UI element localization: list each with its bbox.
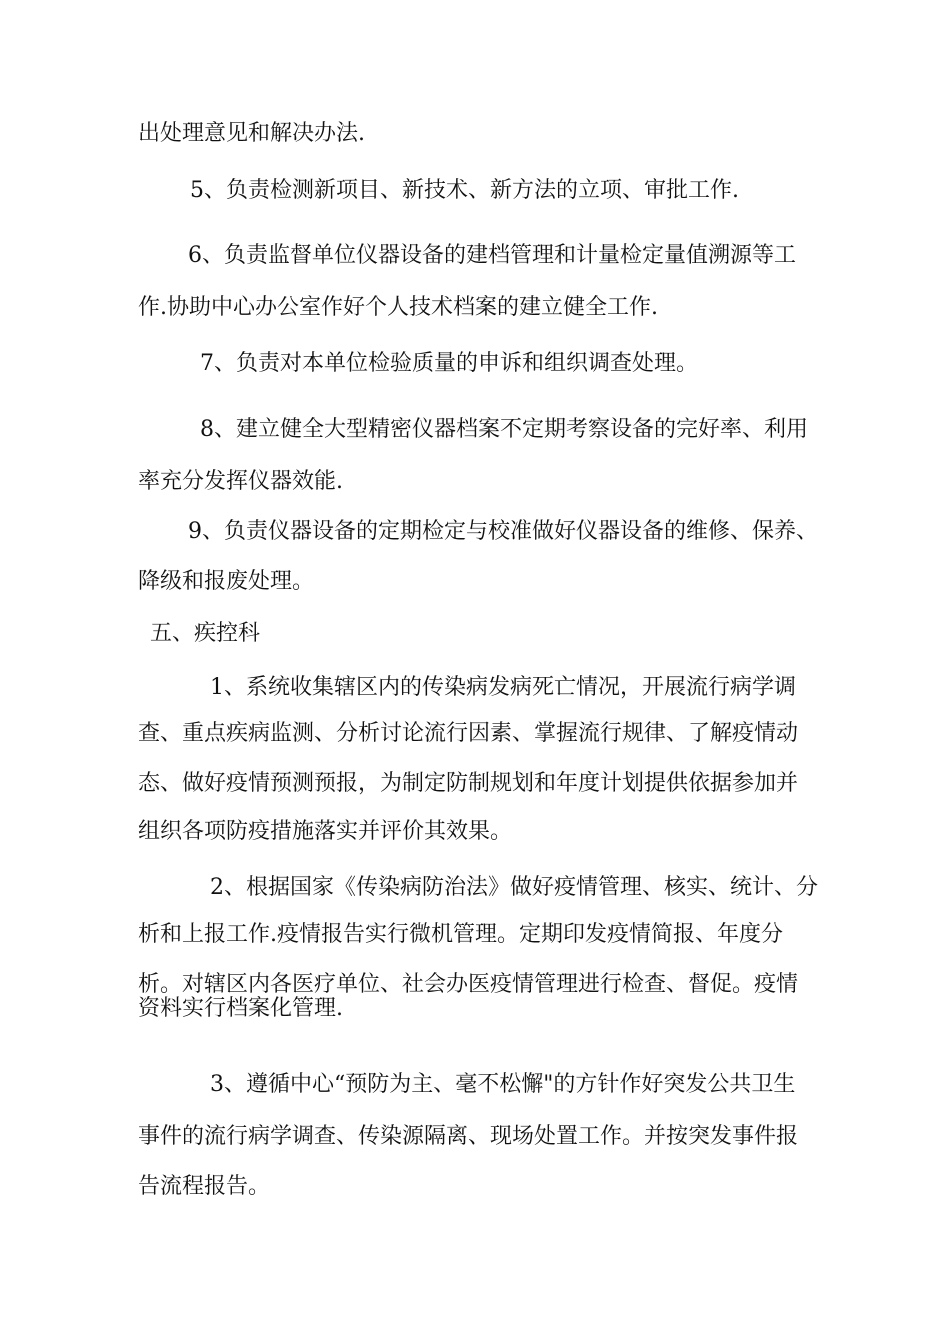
- section-heading: 五、疾控科: [150, 621, 261, 646]
- text-line-16: 析和上报工作.疫情报告实行微机管理。定期印发疫情简报、年度分: [138, 922, 783, 947]
- text-line-13: 态、做好疫情预测预报，为制定防制规划和年度计划提供依据参加并: [138, 771, 799, 796]
- text-line-11: 1、系统收集辖区内的传染病发病死亡情况，开展流行病学调: [210, 675, 796, 700]
- text-line-1: 出处理意见和解决办法.: [138, 121, 365, 146]
- text-line-8: 9、负责仪器设备的定期检定与校准做好仪器设备的维修、保养、: [188, 519, 818, 544]
- text-line-12: 查、重点疾病监测、分析讨论流行因素、掌握流行规律、了解疫情动: [138, 721, 799, 746]
- text-line-14: 组织各项防疫措施落实并评价其效果。: [138, 819, 513, 844]
- text-line-5: 7、负责对本单位检验质量的申诉和组织调查处理。: [200, 351, 698, 376]
- text-line-20: 事件的流行病学调查、传染源隔离、现场处置工作。并按突发事件报: [138, 1124, 799, 1149]
- text-line-17: 析。对辖区内各医疗单位、社会办医疫情管理进行检查、督促。疫情: [138, 972, 799, 997]
- text-line-3: 6、负责监督单位仪器设备的建档管理和计量检定量值溯源等工: [188, 243, 796, 268]
- text-line-18: 资料实行档案化管理.: [138, 996, 343, 1021]
- text-line-19: 3、遵循中心“预防为主、毫不松懈"的方针作好突发公共卫生: [210, 1072, 796, 1097]
- text-line-15: 2、根据国家《传染病防治法》做好疫情管理、核实、统计、分: [210, 875, 818, 900]
- text-line-4: 作.协助中心办公室作好个人技术档案的建立健全工作.: [138, 295, 658, 320]
- text-line-7: 率充分发挥仪器效能.: [138, 469, 343, 494]
- text-line-9: 降级和报废处理。: [138, 569, 315, 594]
- text-line-21: 告流程报告。: [138, 1174, 271, 1199]
- text-line-2: 5、负责检测新项目、新技术、新方法的立项、审批工作.: [190, 178, 739, 203]
- text-line-6: 8、建立健全大型精密仪器档案不定期考察设备的完好率、利用: [200, 417, 808, 442]
